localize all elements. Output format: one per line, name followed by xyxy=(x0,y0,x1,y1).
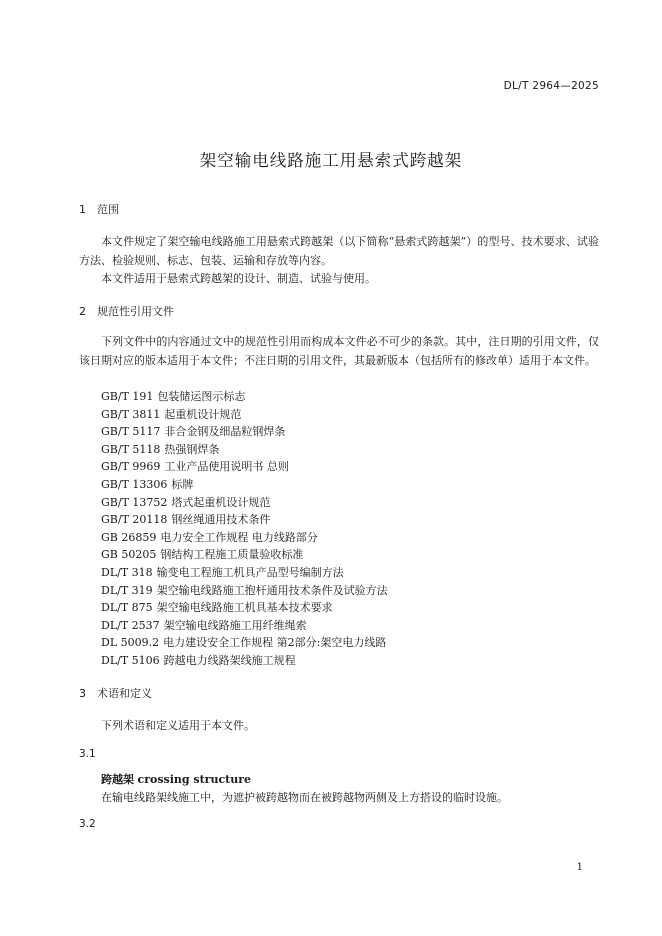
reference-item xyxy=(101,388,388,406)
scope-text xyxy=(79,233,599,289)
reference-title: 跨越电力线路架线施工规程 xyxy=(163,653,296,667)
clause-number: 3.2 xyxy=(79,818,96,830)
reference-code: GB/T 20118 xyxy=(101,513,168,527)
section-2-heading xyxy=(79,303,174,319)
reference-code: GB/T 191 xyxy=(101,390,154,403)
reference-item xyxy=(101,476,388,494)
reference-item xyxy=(101,617,388,635)
reference-code: GB/T 9969 xyxy=(101,460,161,474)
reference-item xyxy=(101,652,388,670)
document-title: 架空输电线路施工用悬索式跨越架 xyxy=(199,151,463,170)
section-title: 规范性引用文件 xyxy=(97,305,174,318)
section-number: 1 xyxy=(79,203,86,216)
section-title: 范围 xyxy=(97,203,119,216)
reference-item xyxy=(101,406,388,424)
section-1-heading xyxy=(79,201,119,217)
reference-list xyxy=(101,388,388,670)
reference-title: 输变电工程施工机具产品型号编制方法 xyxy=(156,565,344,579)
reference-title: 电力安全工作规程 电力线路部分 xyxy=(160,530,318,544)
reference-item xyxy=(101,494,388,512)
section-title: 术语和定义 xyxy=(97,687,152,700)
reference-code: DL 5009.2 xyxy=(101,636,160,650)
section-3-heading xyxy=(79,685,152,701)
section-number: 3 xyxy=(79,687,86,700)
reference-code: GB 26859 xyxy=(101,530,157,544)
reference-item xyxy=(101,529,388,547)
reference-item xyxy=(101,458,388,476)
reference-code: DL/T 5106 xyxy=(101,653,160,667)
reference-item xyxy=(101,546,388,564)
reference-code: GB 50205 xyxy=(101,548,157,562)
paragraph: 下列文件中的内容通过文中的规范性引用而构成本文件必不可少的条款。其中，注日期的引用文件，仅该日期对应的版本适用于本文件；不注日期的引用文件，其最新版本（包括所有的修改单）适用于本文件。 xyxy=(79,335,599,367)
clause-number: 3.1 xyxy=(79,748,96,760)
paragraph: 本文件规定了架空输电线路施工用悬索式跨越架（以下简称“悬索式跨越架”）的型号、技术要求、试验方法、检验规则、标志、包装、运输和存放等内容。 xyxy=(79,235,599,267)
reference-code: GB/T 5117 xyxy=(101,425,161,439)
reference-title: 钢丝绳通用技术条件 xyxy=(171,513,271,527)
reference-item xyxy=(101,511,388,529)
reference-title: 架空输电线路施工机具基本技术要求 xyxy=(156,601,333,615)
reference-item xyxy=(101,599,388,617)
reference-title: 标牌 xyxy=(171,477,194,491)
reference-title: 包装储运图示标志 xyxy=(157,390,246,403)
paragraph: 下列术语和定义适用于本文件。 xyxy=(101,719,255,732)
reference-item xyxy=(101,441,388,459)
reference-title: 架空输电线路施工用纤维绳索 xyxy=(163,618,307,632)
normative-intro xyxy=(79,333,599,370)
term-entry xyxy=(101,771,508,807)
reference-item xyxy=(101,634,388,652)
reference-title: 钢结构工程施工质量验收标准 xyxy=(160,548,304,562)
reference-code: GB/T 13306 xyxy=(101,477,168,491)
reference-code: DL/T 318 xyxy=(101,565,153,579)
reference-title: 塔式起重机设计规范 xyxy=(171,495,271,509)
reference-code: GB/T 13752 xyxy=(101,495,168,509)
reference-title: 起重机设计规范 xyxy=(164,407,242,421)
reference-code: GB/T 3811 xyxy=(101,407,161,421)
term-name-zh: 跨越架 xyxy=(101,773,134,786)
section-number: 2 xyxy=(79,305,86,318)
reference-code: DL/T 875 xyxy=(101,601,153,615)
reference-title: 架空输电线路施工抱杆通用技术条件及试验方法 xyxy=(156,583,388,597)
reference-code: GB/T 5118 xyxy=(101,442,161,456)
reference-code: DL/T 319 xyxy=(101,583,153,597)
term-name-en: crossing structure xyxy=(137,773,252,786)
terms-intro xyxy=(79,717,599,736)
reference-title: 电力建设安全工作规程 第2部分:架空电力线路 xyxy=(163,636,387,650)
document-number: DL/T 2964—2025 xyxy=(503,80,599,92)
paragraph: 本文件适用于悬索式跨越架的设计、制造、试验与使用。 xyxy=(101,272,376,286)
reference-item xyxy=(101,423,388,441)
reference-title: 非合金钢及细晶粒钢焊条 xyxy=(164,425,286,439)
reference-item xyxy=(101,564,388,582)
reference-title: 工业产品使用说明书 总则 xyxy=(164,460,289,474)
term-definition: 在输电线路架线施工中，为遮护被跨越物而在被跨越物两侧及上方搭设的临时设施。 xyxy=(101,791,508,804)
page-number: 1 xyxy=(576,862,583,873)
reference-title: 热强钢焊条 xyxy=(164,442,220,456)
reference-item xyxy=(101,582,388,600)
reference-code: DL/T 2537 xyxy=(101,618,160,632)
